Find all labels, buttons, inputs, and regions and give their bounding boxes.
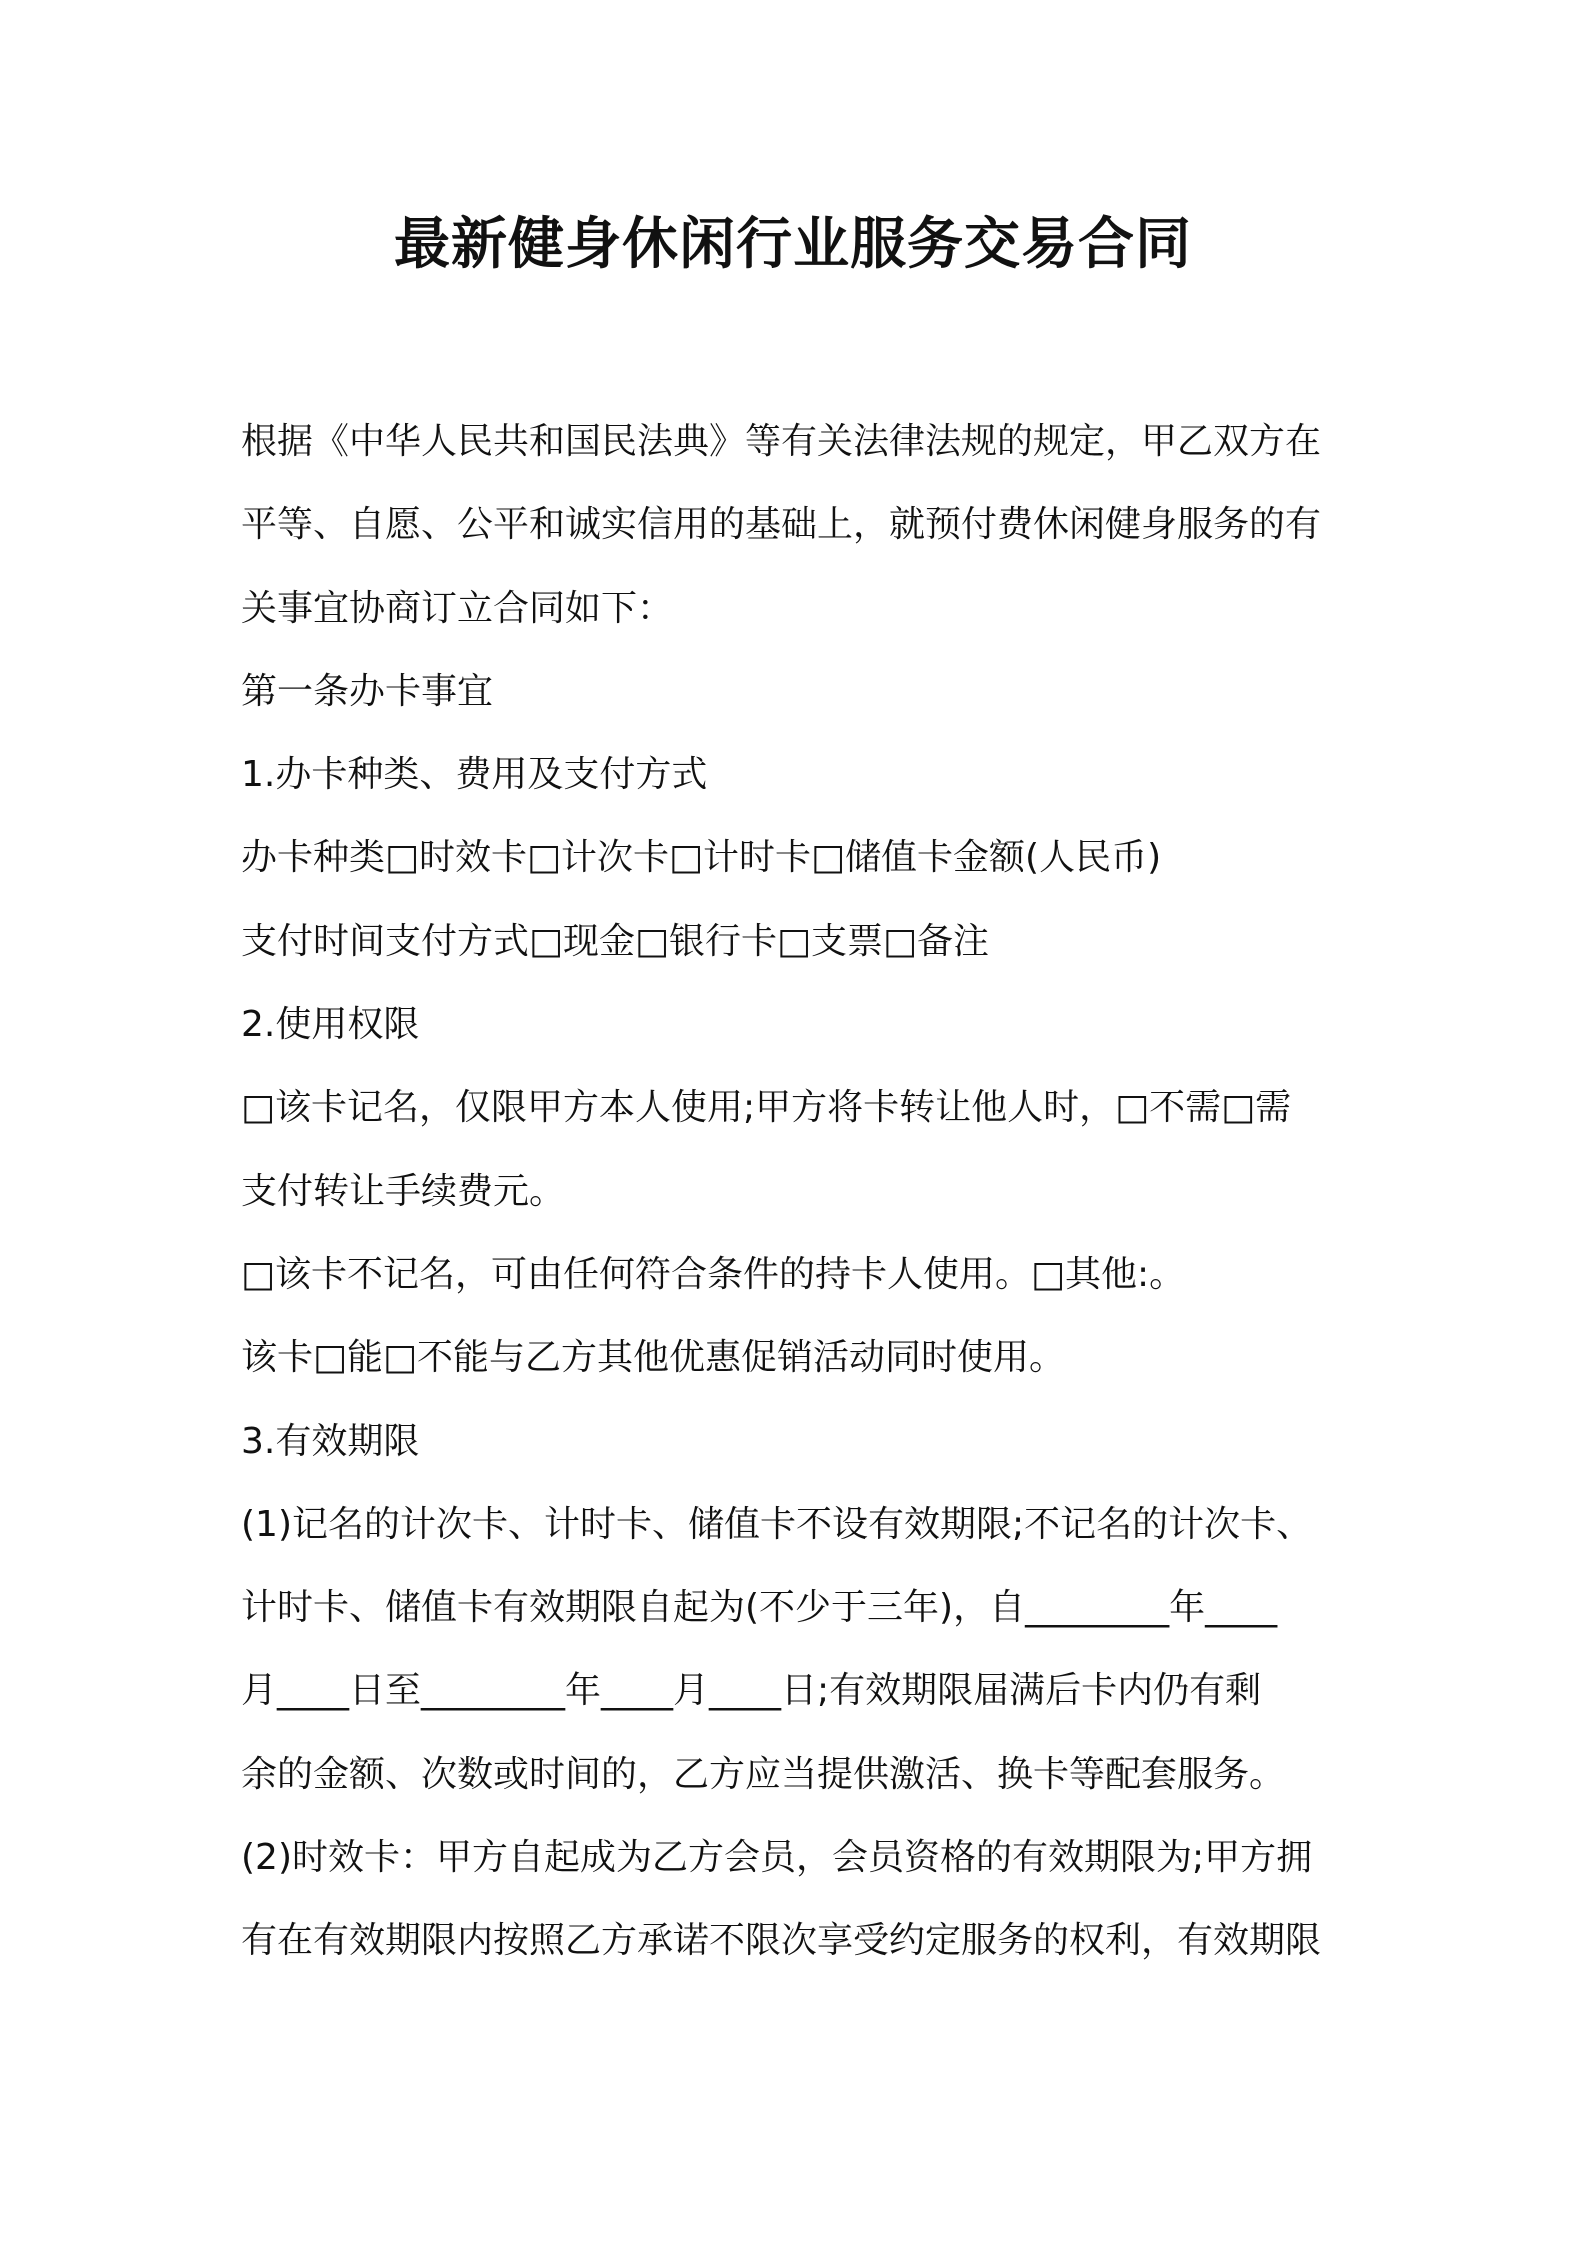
text-line: (1)记名的计次卡、计时卡、储值卡不设有效期限;不记名的计次卡、 (241, 1503, 1313, 1545)
subsection-heading: 3.有效期限 (241, 1420, 420, 1462)
text-line: 余的金额、次数或时间的，乙方应当提供激活、换卡等配套服务。 (241, 1753, 1286, 1795)
text-line: 根据《中华人民共和国民法典》等有关法律法规的规定，甲乙双方在 (241, 421, 1322, 462)
text-line: □该卡不记名，可由任何符合条件的持卡人使用。□其他:。 (241, 1253, 1186, 1295)
text-line: 该卡□能□不能与乙方其他优惠促销活动同时使用。 (241, 1337, 1066, 1379)
document-body (241, 400, 1361, 1983)
text-line: 支付时间支付方式□现金□银行卡□支票□备注 (241, 920, 990, 962)
section-heading: 第一条办卡事宜 (241, 670, 494, 712)
subsection-heading: 1.办卡种类、费用及支付方式 (241, 754, 708, 796)
document-title: 最新健身休闲行业服务交易合同 (394, 212, 1192, 277)
text-line: 月____日至________年____月____日;有效期限届满后卡内仍有剩 (241, 1670, 1262, 1712)
subsection-heading: 2.使用权限 (241, 1004, 420, 1046)
text-line: 关事宜协商订立合同如下： (241, 587, 674, 629)
text-line: 有在有效期限内按照乙方承诺不限次享受约定服务的权利，有效期限 (241, 1920, 1322, 1962)
text-line: (2)时效卡：甲方自起成为乙方会员，会员资格的有效期限为;甲方拥 (241, 1837, 1313, 1879)
text-line: 平等、自愿、公平和诚实信用的基础上，就预付费休闲健身服务的有 (241, 504, 1322, 546)
text-line: 计时卡、储值卡有效期限自起为(不少于三年)，自________年____ (241, 1587, 1278, 1629)
text-line: □该卡记名，仅限甲方本人使用;甲方将卡转让他人时，□不需□需 (241, 1087, 1292, 1129)
text-line: 支付转让手续费元。 (241, 1170, 566, 1212)
text-line: 办卡种类□时效卡□计次卡□计时卡□储值卡金额(人民币) (241, 837, 1162, 879)
